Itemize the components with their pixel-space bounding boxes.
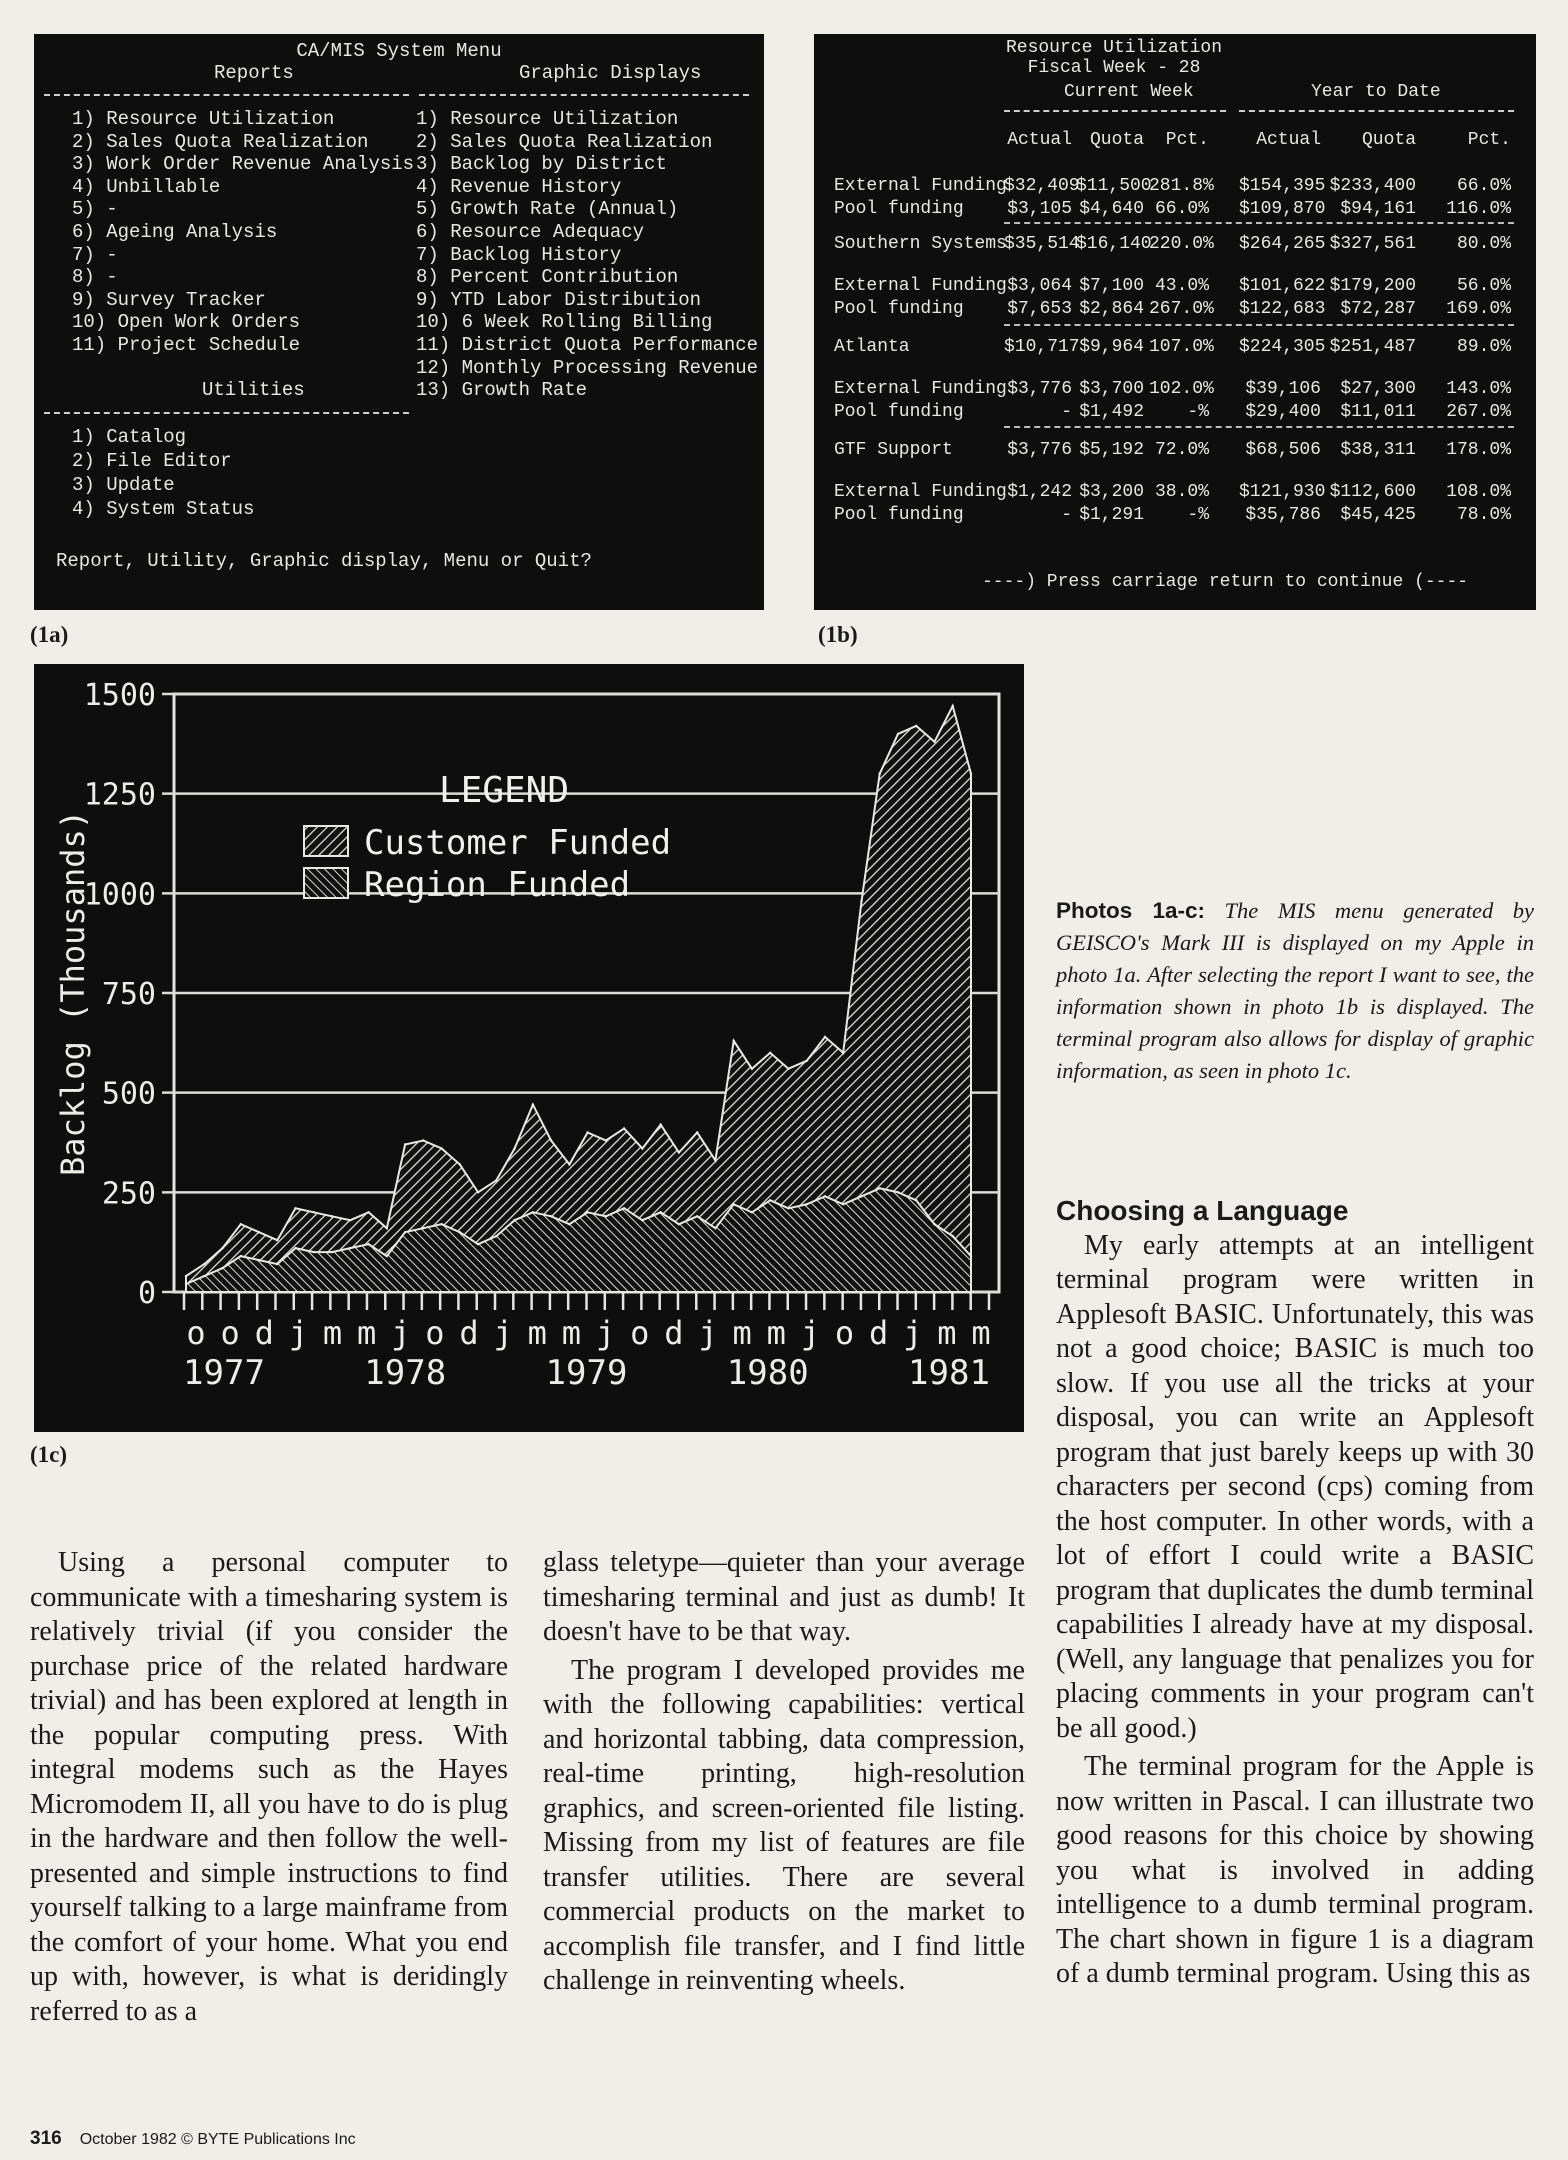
- menu-item: 2) Sales Quota Realization: [72, 130, 369, 153]
- table-cell: $16,140: [1076, 234, 1152, 254]
- data-point: [185, 1275, 187, 1277]
- table-cell: 66.0%: [1456, 176, 1511, 196]
- caption-1b: (1b): [818, 622, 858, 647]
- x-month-label: j: [800, 1314, 820, 1352]
- menu-item: 11) District Quota Performance: [416, 334, 759, 356]
- y-tick-label: 250: [101, 1176, 156, 1212]
- row-label: Pool funding: [834, 402, 964, 422]
- divider: [44, 94, 409, 96]
- menu-item: 10) Open Work Orders: [72, 311, 301, 334]
- x-month-label: m: [732, 1314, 752, 1352]
- menu-item: 4) System Status: [72, 498, 255, 520]
- table-cell: $179,200: [1329, 276, 1416, 296]
- x-month-label: j: [288, 1314, 309, 1352]
- data-point: [203, 1263, 205, 1265]
- data-point: [806, 1203, 808, 1205]
- table-cell: $3,776: [1007, 440, 1072, 460]
- data-point: [440, 1147, 442, 1149]
- menu-item: 7) Backlog History: [416, 243, 622, 266]
- x-month-label: j: [493, 1314, 513, 1352]
- x-month-label: j: [698, 1314, 718, 1352]
- data-point: [495, 1235, 497, 1237]
- table-cell: $3,200: [1079, 482, 1144, 502]
- menu-item: 5) Growth Rate (Annual): [416, 198, 679, 221]
- data-point: [915, 1199, 917, 1201]
- column-header: Quota: [1361, 130, 1416, 150]
- table-cell: $4,640: [1079, 199, 1144, 219]
- table-cell: $35,786: [1245, 505, 1321, 525]
- screen-1c: [34, 664, 1024, 1432]
- row-label: External Funding: [834, 176, 1007, 196]
- data-point: [477, 1243, 479, 1245]
- table-cell: $72,287: [1340, 299, 1416, 319]
- screen-1a: [34, 34, 764, 610]
- data-point: [276, 1263, 278, 1265]
- menu-item: 6) Resource Adequacy: [416, 221, 645, 243]
- menu-item: 1) Catalog: [72, 426, 187, 448]
- legend-title: LEGEND: [438, 770, 570, 811]
- menu-item: 2) Sales Quota Realization: [416, 130, 713, 153]
- data-point: [660, 1123, 662, 1125]
- column-header: Actual: [1256, 130, 1321, 150]
- row-label: External Funding: [834, 482, 1007, 502]
- page-footer: [30, 2128, 356, 2150]
- row-label: External Funding: [834, 379, 1007, 399]
- data-point: [769, 1199, 771, 1201]
- x-month-label: m: [357, 1314, 377, 1352]
- divider: [1004, 324, 1514, 326]
- column-2: [543, 1546, 1025, 1999]
- table-cell: $3,700: [1079, 379, 1144, 399]
- data-point: [422, 1139, 424, 1141]
- legend-label: Region Funded: [364, 865, 631, 905]
- data-point: [258, 1259, 260, 1261]
- menu-item: 9) YTD Labor Distribution: [416, 288, 702, 311]
- photo-caption: [1056, 895, 1534, 1087]
- x-month-label: d: [459, 1314, 479, 1352]
- data-point: [733, 1040, 735, 1042]
- x-month-label: m: [937, 1314, 957, 1352]
- data-point: [258, 1231, 260, 1233]
- data-point: [367, 1243, 369, 1245]
- col3-paragraph: The terminal program for the Apple is now written in Pascal. I can illustrate two good reasons for this choice by showing you what is involved in adding intelligence to a dumb terminal program. The chart shown in figure 1 is a diagram of a dumb terminal program. Using this as: [1056, 1751, 1534, 1989]
- column-1: [30, 1546, 508, 2029]
- table-cell: $101,622: [1239, 276, 1326, 296]
- menu-item: 3) Update: [72, 474, 175, 496]
- table-cell: -%: [1187, 402, 1209, 422]
- data-point: [313, 1251, 315, 1253]
- row-label: GTF Support: [834, 440, 953, 460]
- table-cell: $233,400: [1329, 176, 1416, 196]
- data-point: [386, 1255, 388, 1257]
- data-point: [550, 1139, 552, 1141]
- table-cell: $11,011: [1340, 402, 1416, 422]
- divider: [1004, 222, 1514, 224]
- data-point: [970, 1255, 972, 1257]
- reports-header: Reports: [214, 62, 294, 84]
- data-point: [824, 1195, 826, 1197]
- data-point: [806, 1060, 808, 1062]
- row-label: Pool funding: [834, 505, 964, 525]
- report-subtitle: Fiscal Week - 28: [1027, 58, 1201, 78]
- footer-text: October 1982 © BYTE Publications Inc: [79, 2131, 356, 2148]
- x-year-label: 1978: [364, 1353, 447, 1393]
- table-cell: $32,409: [1004, 176, 1080, 196]
- row-label: Pool funding: [834, 299, 964, 319]
- x-month-label: m: [766, 1314, 786, 1352]
- data-point: [897, 733, 899, 735]
- col2-paragraph: glass teletype—quieter than your average timesharing terminal and just as dumb! It doesn't have to be that way.: [543, 1547, 1025, 1647]
- data-point: [605, 1215, 607, 1217]
- x-month-label: j: [595, 1314, 616, 1352]
- backlog-chart: [34, 664, 1024, 1432]
- row-label: Pool funding: [834, 199, 964, 219]
- x-month-label: m: [527, 1314, 547, 1352]
- data-point: [933, 1223, 935, 1225]
- legend-swatch: [304, 868, 348, 898]
- legend-swatch: [304, 826, 348, 856]
- data-point: [787, 1207, 789, 1209]
- menu-item: 5) -: [72, 198, 118, 221]
- table-cell: 220.0%: [1149, 234, 1214, 254]
- data-point: [915, 725, 917, 727]
- table-cell: $224,305: [1239, 337, 1326, 357]
- table-cell: $68,506: [1245, 440, 1321, 460]
- table-cell: 281.8%: [1149, 176, 1214, 196]
- y-tick-label: 750: [101, 977, 156, 1012]
- divider: [44, 412, 409, 414]
- table-cell: $10,717: [1004, 337, 1080, 357]
- section-heading: Choosing a Language: [1056, 1195, 1349, 1226]
- data-point: [331, 1251, 333, 1253]
- table-cell: $3,105: [1007, 199, 1072, 219]
- data-point: [933, 741, 935, 743]
- data-point: [331, 1215, 333, 1217]
- data-point: [513, 1147, 515, 1149]
- x-month-label: d: [868, 1314, 889, 1352]
- table-cell: $1,291: [1079, 505, 1144, 525]
- data-point: [240, 1255, 242, 1257]
- menu-item: 4) Revenue History: [416, 175, 622, 198]
- menu-item: 11) Project Schedule: [72, 334, 301, 356]
- data-point: [623, 1207, 625, 1209]
- table-cell: 89.0%: [1456, 337, 1511, 357]
- data-point: [879, 773, 881, 775]
- data-point: [860, 900, 862, 902]
- data-point: [714, 1227, 716, 1229]
- data-point: [221, 1247, 223, 1249]
- table-cell: 78.0%: [1456, 505, 1511, 525]
- table-cell: $7,100: [1079, 276, 1144, 296]
- caption-1c: (1c): [30, 1442, 68, 1467]
- legend-label: Customer Funded: [364, 823, 672, 863]
- data-point: [678, 1151, 680, 1153]
- table-cell: $38,311: [1340, 440, 1416, 460]
- table-cell: $251,487: [1329, 337, 1416, 357]
- data-point: [477, 1191, 479, 1193]
- x-year-label: 1977: [183, 1353, 265, 1393]
- table-cell: $27,300: [1340, 379, 1416, 399]
- menu-item: 6) Ageing Analysis: [72, 221, 278, 243]
- data-point: [185, 1283, 187, 1285]
- data-point: [459, 1231, 461, 1233]
- table-cell: $121,930: [1239, 482, 1326, 502]
- data-point: [787, 1068, 789, 1070]
- menu-item: 8) -: [72, 266, 118, 289]
- table-cell: 169.0%: [1446, 299, 1511, 319]
- x-month-label: m: [971, 1314, 991, 1352]
- data-point: [641, 1219, 643, 1221]
- report-title: Resource Utilization: [1005, 38, 1223, 58]
- column-3: [1056, 1194, 1534, 1992]
- data-point: [532, 1103, 534, 1105]
- data-point: [860, 1195, 862, 1197]
- data-point: [842, 1203, 844, 1205]
- data-point: [714, 1159, 716, 1161]
- x-month-label: m: [322, 1314, 343, 1352]
- divider: [1004, 110, 1226, 112]
- utilities-header: Utilities: [202, 379, 305, 401]
- column-header: Pct.: [1467, 130, 1511, 150]
- data-point: [897, 1191, 899, 1193]
- y-tick-label: 1500: [83, 678, 156, 713]
- y-tick-label: 0: [137, 1276, 156, 1311]
- y-tick-label: 500: [101, 1076, 156, 1112]
- menu-item: 1) Resource Utilization: [72, 108, 335, 130]
- data-point: [568, 1163, 570, 1165]
- table-cell: 267.0%: [1446, 402, 1511, 422]
- table-cell: -: [1061, 505, 1072, 525]
- table-cell: 56.0%: [1456, 276, 1511, 296]
- data-point: [532, 1211, 534, 1213]
- photo-caption-label: Photos 1a-c:: [1056, 898, 1205, 923]
- table-cell: 178.0%: [1446, 440, 1511, 460]
- data-point: [678, 1223, 680, 1225]
- data-point: [550, 1215, 552, 1217]
- table-cell: 116.0%: [1446, 199, 1511, 219]
- data-point: [824, 1036, 826, 1038]
- x-year-label: 1979: [545, 1353, 628, 1393]
- x-month-label: o: [630, 1314, 650, 1352]
- data-point: [641, 1147, 643, 1149]
- graphic-header: Graphic Displays: [519, 62, 702, 84]
- table-cell: -%: [1187, 505, 1209, 525]
- data-point: [294, 1207, 296, 1209]
- data-point: [605, 1139, 607, 1141]
- menu-item: 9) Survey Tracker: [72, 288, 266, 311]
- table-cell: $327,561: [1329, 234, 1416, 254]
- table-cell: 102.0%: [1149, 379, 1214, 399]
- data-point: [733, 1203, 735, 1205]
- table-cell: $35,514: [1004, 234, 1080, 254]
- table-cell: 107.0%: [1149, 337, 1214, 357]
- data-point: [294, 1247, 296, 1249]
- table-cell: 108.0%: [1446, 482, 1511, 502]
- table-cell: $154,395: [1239, 176, 1326, 196]
- table-cell: $45,425: [1340, 505, 1416, 525]
- menu-item: 3) Backlog by District: [416, 153, 667, 176]
- col2-paragraph: The program I developed provides me with the following capabilities: vertical and horizontal tabbing, data compression, real-time printing, high-resolution graphics, and screen-oriented file listing. Missing from my list of features are file transfer utilities. There are several commercial products on the market to accomplish file transfer, and I find little challenge in reinventing wheels.: [543, 1654, 1025, 1996]
- data-point: [422, 1227, 424, 1229]
- menu-item: 3) Work Order Revenue Analysis: [72, 153, 415, 176]
- x-year-label: 1981: [908, 1353, 990, 1393]
- caption-1a: (1a): [30, 622, 69, 647]
- group-ytd: Year to Date: [1311, 82, 1441, 102]
- table-cell: $3,064: [1007, 276, 1072, 296]
- data-point: [586, 1211, 588, 1213]
- table-cell: $2,864: [1079, 299, 1144, 319]
- y-tick-label: 1000: [83, 877, 156, 913]
- table-cell: 43.0%: [1154, 276, 1209, 296]
- data-point: [751, 1211, 753, 1213]
- divider: [419, 94, 749, 96]
- data-point: [404, 1143, 406, 1145]
- row-label: Southern Systems: [834, 234, 1007, 254]
- menu-item: 12) Monthly Processing Revenue: [416, 356, 759, 379]
- data-point: [842, 1052, 844, 1054]
- menu-item: 8) Percent Contribution: [416, 266, 679, 289]
- menu-item: 10) 6 Week Rolling Billing: [416, 311, 713, 334]
- data-point: [696, 1131, 698, 1133]
- table-cell: $1,242: [1007, 482, 1072, 502]
- col1-paragraph: Using a personal computer to communicate with a timesharing system is relatively trivial (if you consider the purchase price of the related hardware trivial) and has been explored at length in the popular computing press. With integral modems such as the Hayes Micromodem II, all you have to do is plug in the hardware and then follow the well-presented and simple instructions to find yourself talking to a large mainframe from the comfort of your home. What you end up with, however, is what is deridingly referred to as a: [30, 1547, 508, 2027]
- table-cell: $264,265: [1239, 234, 1326, 254]
- x-month-label: j: [391, 1314, 411, 1352]
- group-current: Current Week: [1064, 82, 1194, 102]
- table-cell: 38.0%: [1154, 482, 1209, 502]
- table-cell: $11,500: [1076, 176, 1152, 196]
- column-header: Actual: [1007, 130, 1072, 150]
- data-point: [276, 1239, 278, 1241]
- data-point: [879, 1187, 881, 1189]
- data-point: [769, 1052, 771, 1054]
- data-point: [203, 1275, 205, 1277]
- y-axis-label: Backlog (Thousands): [54, 809, 92, 1177]
- menu-item: 1) Resource Utilization: [416, 108, 679, 130]
- table-cell: $9,964: [1079, 337, 1144, 357]
- row-label: Atlanta: [834, 337, 910, 357]
- screen-1b: [814, 34, 1536, 610]
- data-point: [586, 1131, 588, 1133]
- row-label: External Funding: [834, 276, 1007, 296]
- photo-caption-text: The MIS menu generated by GEISCO's Mark III is displayed on my Apple in photo 1a. After selecting the report I want to see, the information shown in photo 1b is displayed. The terminal program also allows for display of graphic information, as seen in photo 1c.: [1056, 898, 1534, 1083]
- table-cell: $39,106: [1245, 379, 1321, 399]
- col3-paragraph: My early attempts at an intelligent terminal program were written in Applesoft BASIC. Unfortunately, this was not a good choice; BASIC is much too slow. If you use all the tricks at your disposal, you can write an Applesoft program that just barely keeps up with 30 characters per second (cps) coming from the host computer. In other words, with a lot of effort I could write a BASIC program that duplicates the dumb terminal capabilities I already have at my disposal. (Well, any language that penalizes you for placing comments in your program can't be all good.): [1056, 1229, 1534, 1744]
- x-year-label: 1980: [726, 1353, 809, 1393]
- x-month-label: o: [425, 1314, 445, 1352]
- menu-prompt: Report, Utility, Graphic display, Menu or Quit?: [56, 550, 592, 572]
- data-point: [513, 1219, 515, 1221]
- data-point: [367, 1211, 369, 1213]
- data-point: [952, 705, 954, 707]
- x-month-label: j: [903, 1314, 923, 1352]
- data-point: [221, 1267, 223, 1269]
- table-cell: $29,400: [1245, 402, 1321, 422]
- table-cell: $109,870: [1239, 199, 1326, 219]
- menu-item: 13) Growth Rate: [416, 379, 588, 402]
- table-cell: $5,192: [1079, 440, 1144, 460]
- x-month-label: d: [254, 1314, 274, 1352]
- continue-prompt: ----) Press carriage return to continue (----: [982, 572, 1469, 592]
- data-point: [696, 1215, 698, 1217]
- x-month-label: o: [186, 1314, 206, 1352]
- x-month-label: o: [220, 1314, 240, 1352]
- table-cell: 267.0%: [1149, 299, 1214, 319]
- table-cell: -: [1061, 402, 1072, 422]
- x-month-label: m: [561, 1314, 582, 1352]
- table-cell: $7,653: [1007, 299, 1072, 319]
- data-point: [386, 1227, 388, 1229]
- data-point: [751, 1068, 753, 1070]
- menu-item: 7) -: [72, 243, 118, 266]
- column-header: Pct.: [1165, 130, 1209, 150]
- table-cell: 80.0%: [1456, 234, 1511, 254]
- table-cell: 66.0%: [1154, 199, 1209, 219]
- table-cell: $94,161: [1340, 199, 1416, 219]
- menu-title: CA/MIS System Menu: [296, 40, 502, 62]
- data-point: [313, 1211, 315, 1213]
- divider: [1004, 426, 1514, 428]
- data-point: [349, 1219, 351, 1221]
- table-cell: $3,776: [1007, 379, 1072, 399]
- data-point: [623, 1127, 625, 1129]
- table-cell: 143.0%: [1446, 379, 1511, 399]
- data-point: [349, 1247, 351, 1249]
- table-cell: $122,683: [1239, 299, 1326, 319]
- x-month-label: d: [664, 1314, 684, 1352]
- table-cell: $112,600: [1329, 482, 1416, 502]
- column-header: Quota: [1089, 130, 1144, 150]
- table-cell: $1,492: [1079, 402, 1144, 422]
- data-point: [440, 1223, 442, 1225]
- menu-item: 2) File Editor: [72, 450, 232, 472]
- table-cell: 72.0%: [1154, 440, 1209, 460]
- data-point: [495, 1179, 497, 1181]
- data-point: [970, 773, 972, 775]
- data-point: [404, 1231, 406, 1233]
- data-point: [568, 1223, 570, 1225]
- data-point: [459, 1163, 461, 1165]
- menu-item: 4) Unbillable: [72, 175, 221, 198]
- divider: [1239, 110, 1514, 112]
- data-point: [952, 1235, 954, 1237]
- x-month-label: o: [834, 1314, 855, 1352]
- data-point: [660, 1211, 662, 1213]
- page-number: 316: [30, 2128, 62, 2149]
- data-point: [240, 1223, 242, 1225]
- y-tick-label: 1250: [83, 777, 156, 813]
